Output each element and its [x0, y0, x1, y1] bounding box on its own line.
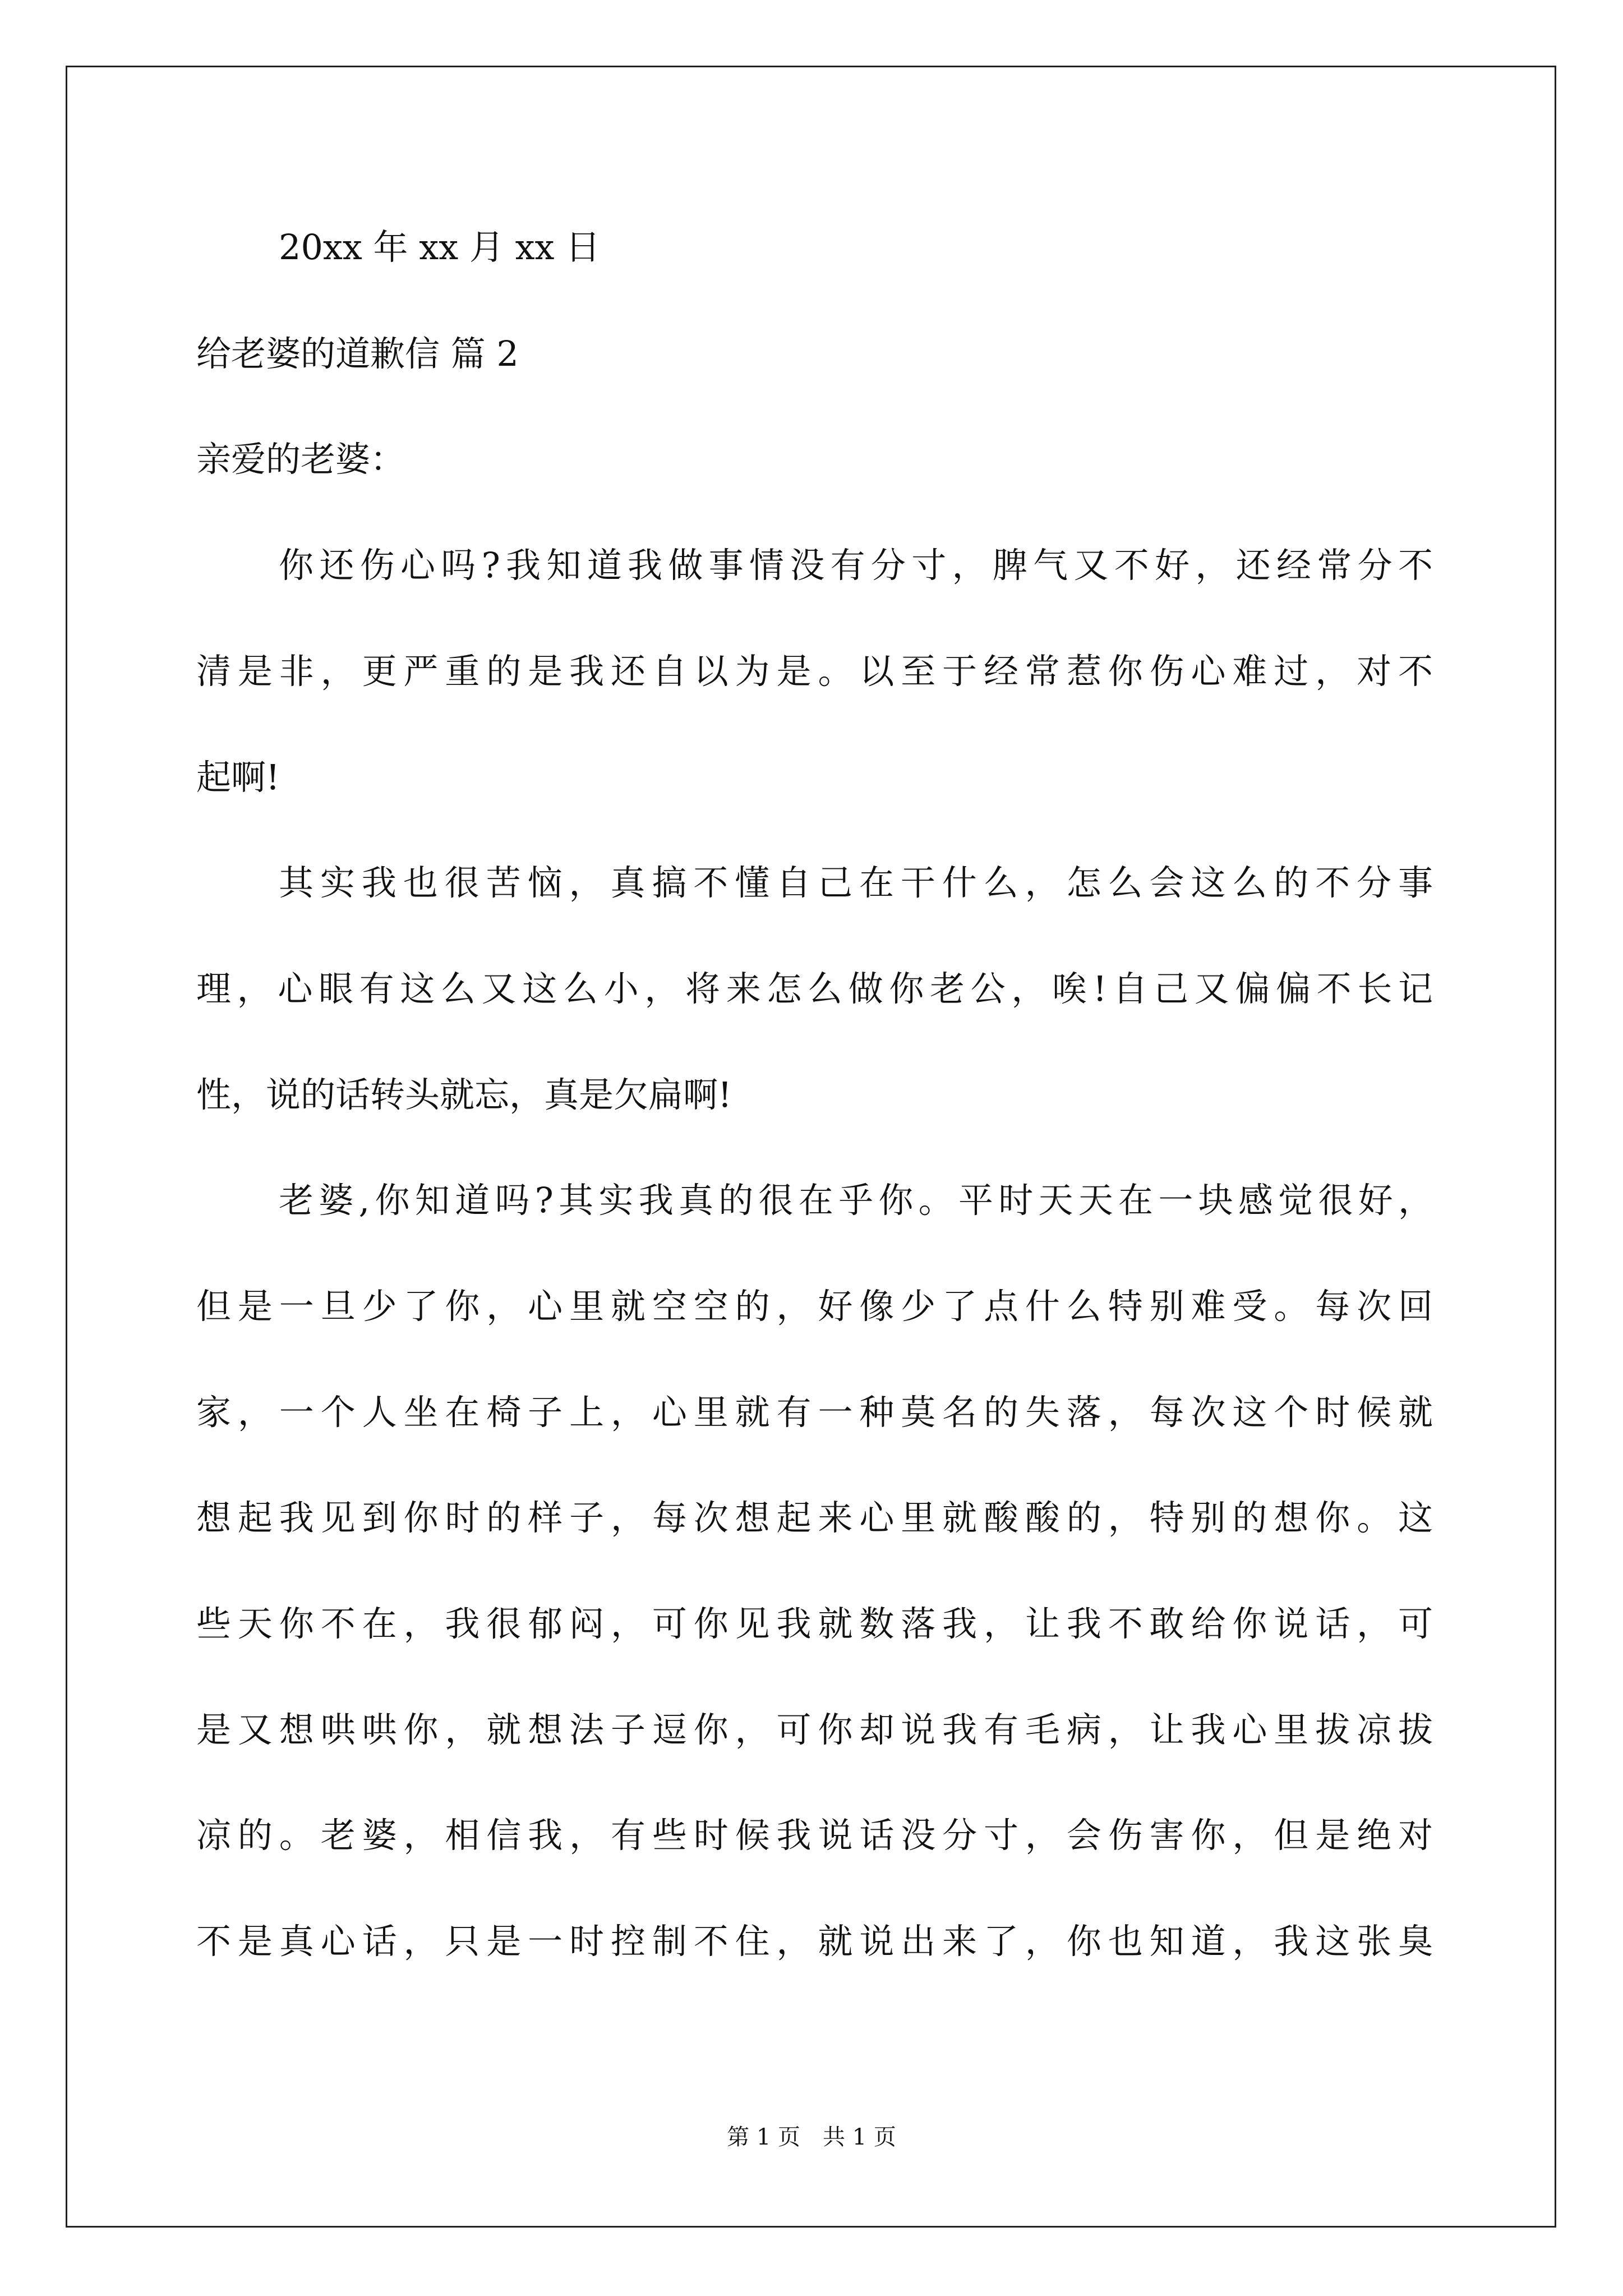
paragraph-line: 些天你不在，我很郁闷，可你见我就数落我，让我不敢给你说话，可 [196, 1603, 1433, 1644]
paragraph-line: 老婆,你知道吗?其实我真的很在乎你。平时天天在一块感觉很好， [279, 1180, 1433, 1221]
letter-title: 给老婆的道歉信 篇 2 [196, 333, 519, 374]
paragraph-line: 是又想哄哄你，就想法子逗你，可你却说我有毛病，让我心里拔凉拔 [196, 1709, 1433, 1750]
date-line: 20xx 年 xx 月 xx 日 [279, 227, 601, 268]
paragraph-line: 清是非，更严重的是我还自以为是。以至于经常惹你伤心难过，对不 [196, 651, 1433, 692]
paragraph-line: 但是一旦少了你，心里就空空的，好像少了点什么特别难受。每次回 [196, 1286, 1433, 1327]
salutation: 亲爱的老婆： [196, 439, 405, 480]
page-footer: 第 1 页 共 1 页 [727, 2124, 896, 2150]
paragraph-line: 不是真心话，只是一时控制不住，就说出来了，你也知道，我这张臭 [196, 1921, 1433, 1962]
paragraph-line: 性，说的话转头就忘，真是欠扁啊! [196, 1074, 732, 1115]
paragraph-line: 理，心眼有这么又这么小，将来怎么做你老公，唉!自己又偏偏不长记 [196, 968, 1433, 1009]
paragraph-line: 家，一个人坐在椅子上，心里就有一种莫名的失落，每次这个时候就 [196, 1392, 1433, 1433]
page-border [66, 66, 1556, 2228]
paragraph-line: 起啊! [196, 757, 280, 798]
paragraph-line: 凉的。老婆，相信我，有些时候我说话没分寸，会伤害你，但是绝对 [196, 1815, 1433, 1856]
paragraph-line: 想起我见到你时的样子，每次想起来心里就酸酸的，特别的想你。这 [196, 1497, 1433, 1538]
paragraph-line: 你还伤心吗?我知道我做事情没有分寸，脾气又不好，还经常分不 [279, 545, 1433, 586]
paragraph-line: 其实我也很苦恼，真搞不懂自己在干什么，怎么会这么的不分事 [279, 862, 1433, 903]
